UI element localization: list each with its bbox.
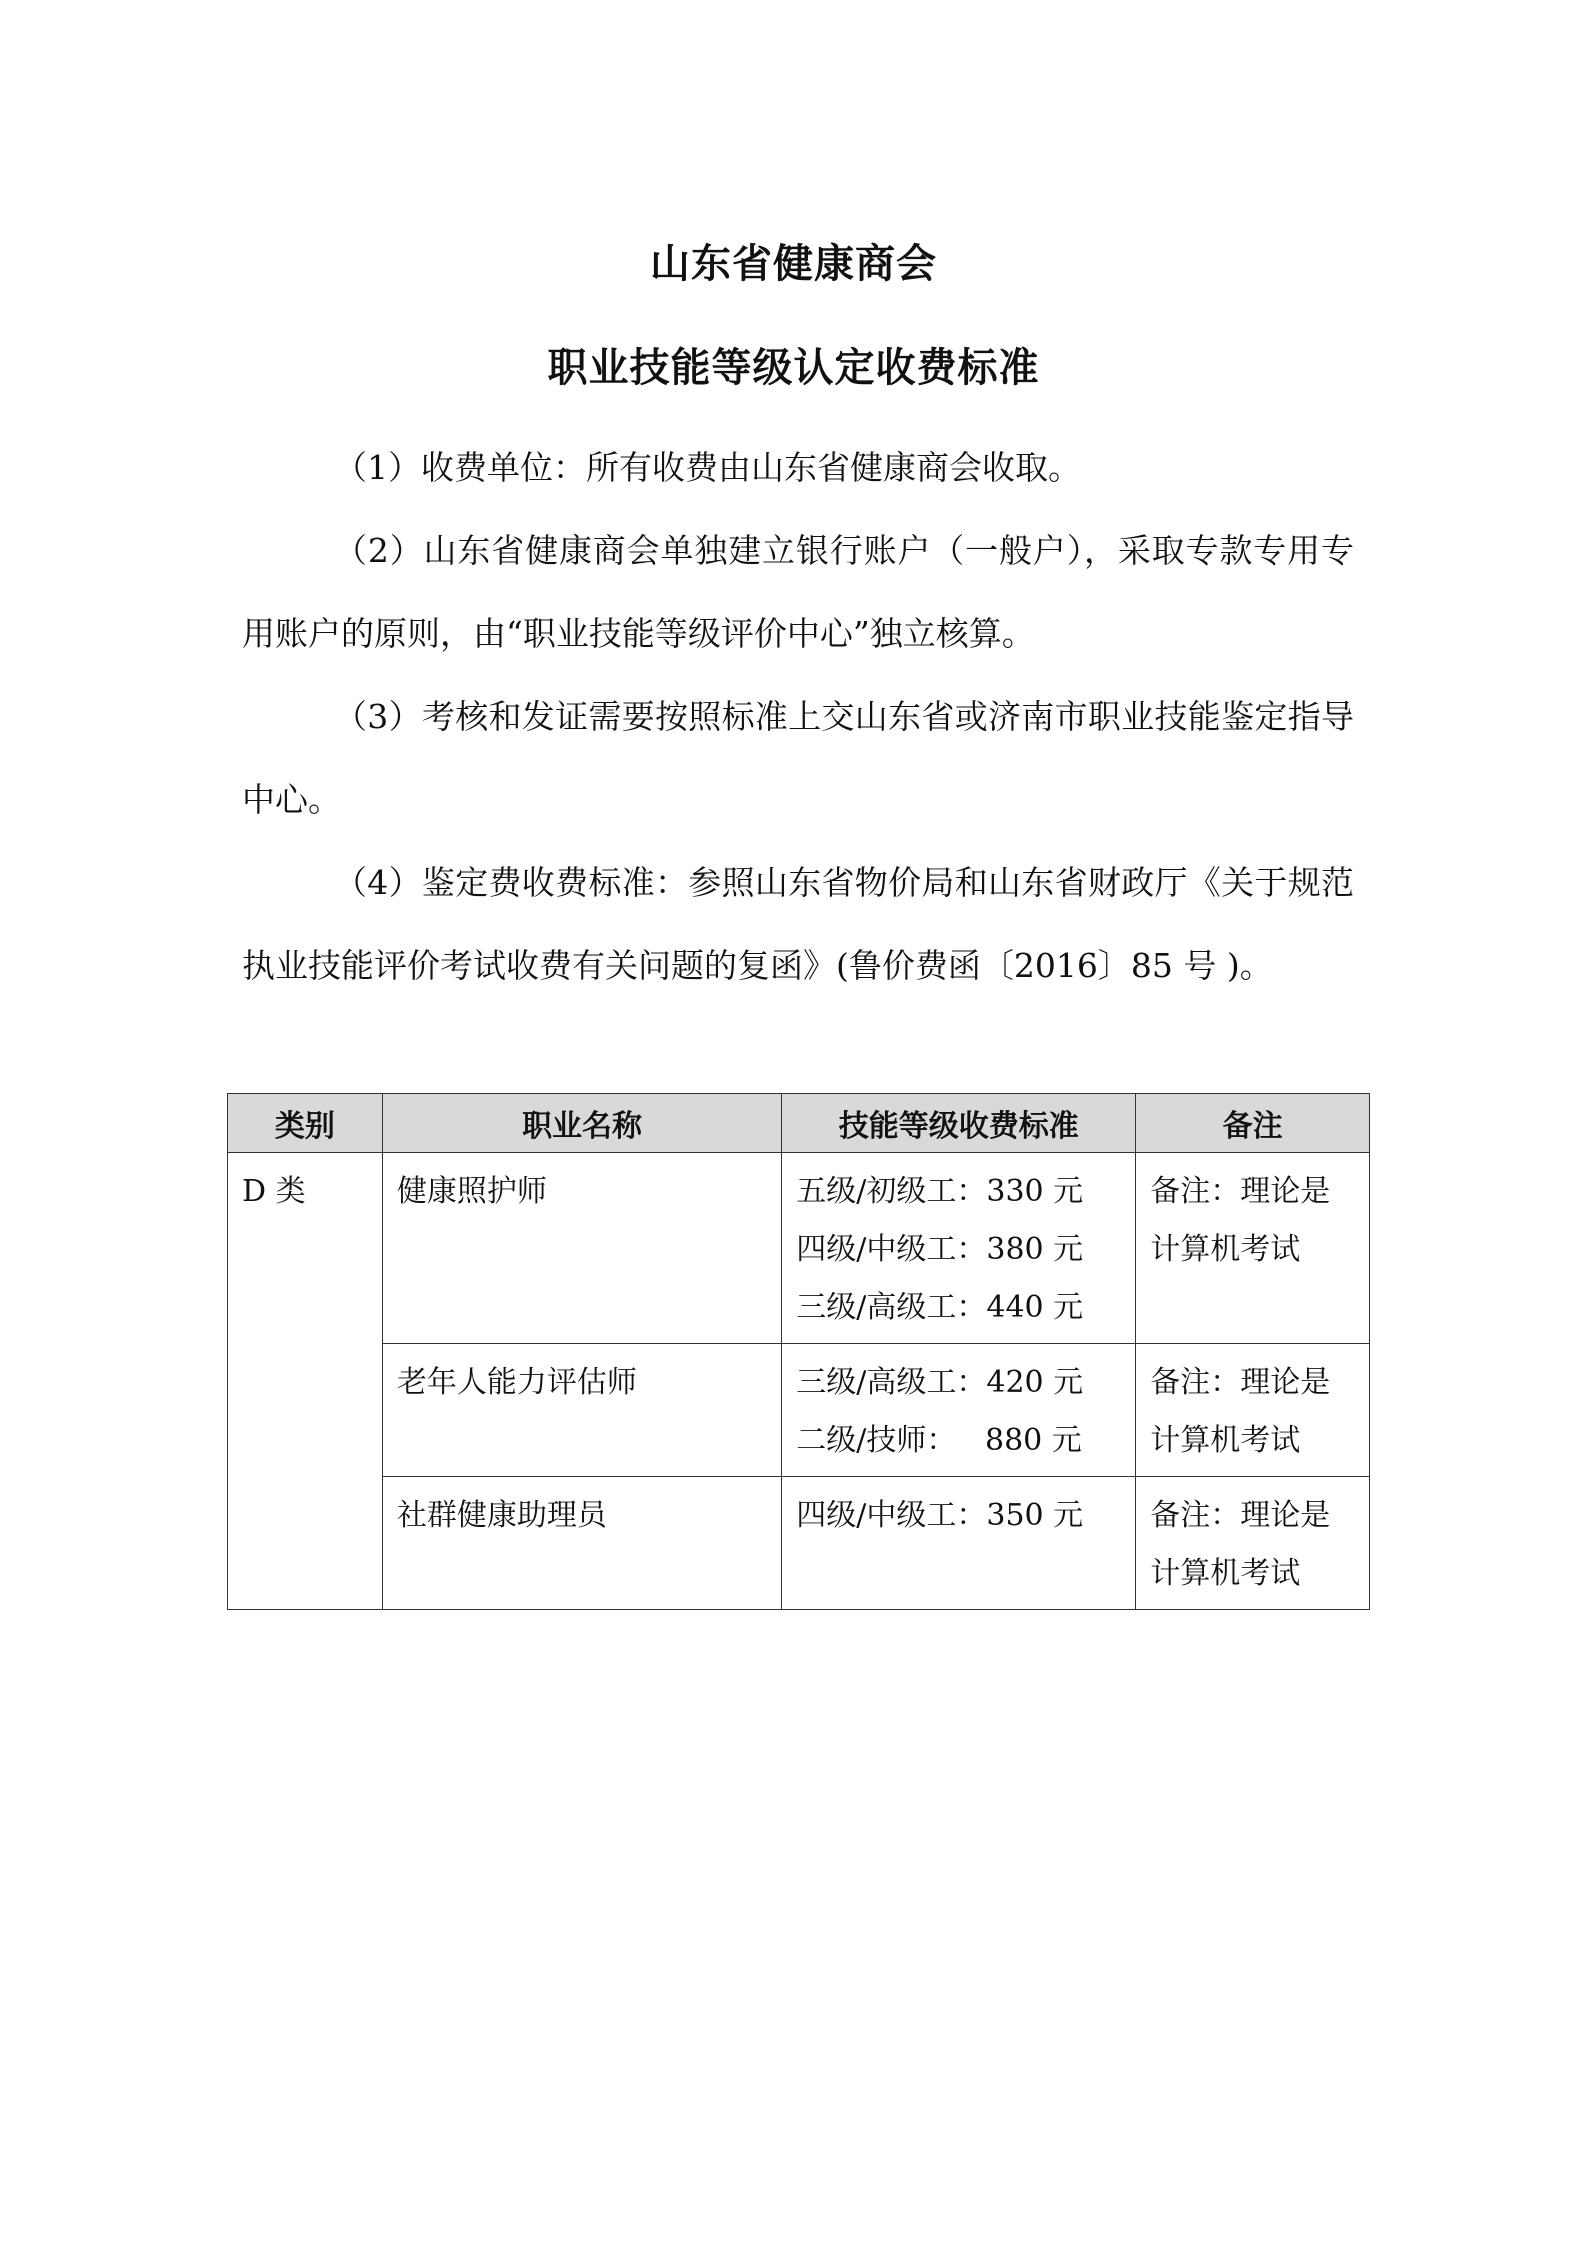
paragraph-3: （3）考核和发证需要按照标准上交山东省或济南市职业技能鉴定指导中心。 — [242, 697, 1354, 819]
table-header-row — [228, 1094, 1370, 1153]
header-fee-standard: 技能等级收费标准 — [782, 1094, 1136, 1153]
fee-line: 四级/中级工：350 元 — [796, 1498, 1084, 1533]
category-cell: D 类 — [228, 1153, 383, 1610]
note-cell — [1136, 1153, 1370, 1344]
table-row — [228, 1153, 1370, 1344]
fee-line: 三级/高级工：440 元 — [796, 1290, 1084, 1325]
header-category: 类别 — [228, 1094, 383, 1153]
paragraph-4: （4）鉴定费收费标准：参照山东省物价局和山东省财政厅《关于规范执业技能评价考试收费有关问题的复函》(鲁价费函〔2016〕85 号 )。 — [242, 863, 1354, 985]
note-text: 备注：理论是计算机考试 — [1150, 1174, 1331, 1267]
header-occupation: 职业名称 — [382, 1094, 781, 1153]
note-text: 备注：理论是计算机考试 — [1150, 1498, 1331, 1591]
fee-line: 三级/高级工：420 元 — [796, 1365, 1084, 1400]
occupation-name: 老年人能力评估师 — [382, 1344, 781, 1477]
fee-line: 四级/中级工：380 元 — [796, 1232, 1084, 1267]
paragraph-2: （2）山东省健康商会单独建立银行账户（一般户），采取专款专用专用账户的原则，由“职业技能等级评价中心”独立核算。 — [242, 531, 1354, 653]
header-note: 备注 — [1136, 1094, 1370, 1153]
table-row — [228, 1477, 1370, 1610]
fee-standard-cell — [782, 1477, 1136, 1610]
paragraph-1: （1）收费单位：所有收费由山东省健康商会收取。 — [334, 448, 1081, 487]
occupation-name: 社群健康助理员 — [382, 1477, 781, 1610]
note-cell — [1136, 1344, 1370, 1477]
fee-standard-cell — [782, 1344, 1136, 1477]
fee-line: 二级/技师： 880 元 — [796, 1423, 1082, 1458]
fee-standard-cell — [782, 1153, 1136, 1344]
document-title: 山东省健康商会 — [650, 241, 937, 287]
table-row — [228, 1344, 1370, 1477]
fee-line: 五级/初级工：330 元 — [796, 1174, 1084, 1209]
fee-standard-table — [227, 1093, 1370, 1610]
note-cell — [1136, 1477, 1370, 1610]
document-subtitle: 职业技能等级认定收费标准 — [547, 345, 1040, 391]
note-text: 备注：理论是计算机考试 — [1150, 1365, 1331, 1458]
occupation-name: 健康照护师 — [382, 1153, 781, 1344]
